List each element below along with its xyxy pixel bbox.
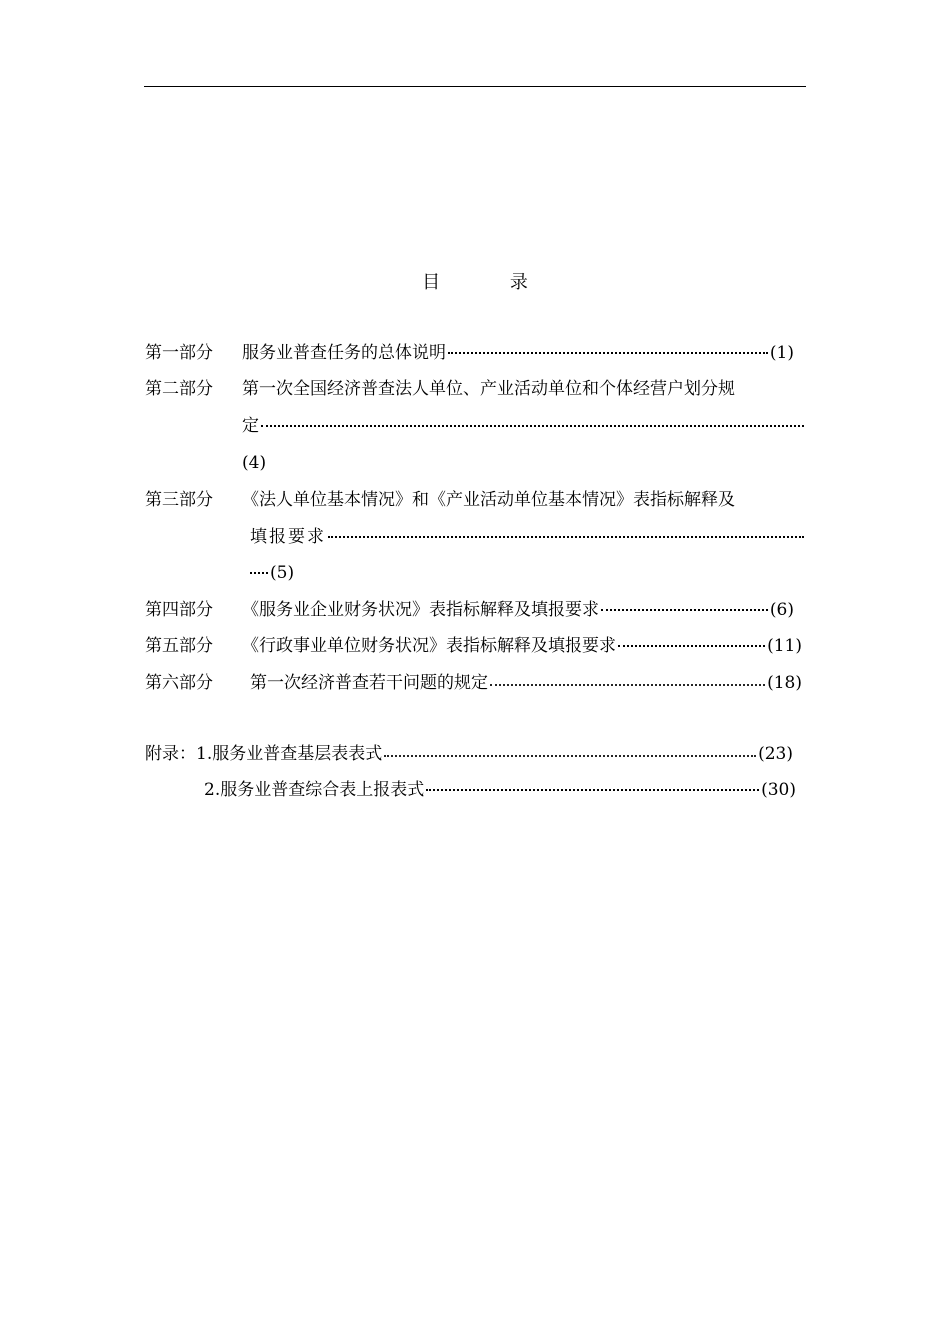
dot-leader xyxy=(261,419,804,431)
toc-entry-text: 第一次经济普查若干问题的规定 xyxy=(250,673,488,693)
page-number: (30) xyxy=(761,780,796,800)
toc-entry-text: 定 xyxy=(242,416,259,436)
toc-entry-3-line1[interactable] xyxy=(242,489,735,511)
appendix-entry-2[interactable] xyxy=(204,779,796,801)
dot-leader xyxy=(618,639,765,651)
dot-leader xyxy=(250,566,268,578)
page-number: (4) xyxy=(242,453,267,473)
page-number: (18) xyxy=(767,673,802,693)
toc-entry-4[interactable] xyxy=(242,599,794,621)
toc-entry-2-line2[interactable] xyxy=(242,415,806,437)
part-label-4: 第四部分 xyxy=(145,600,213,620)
dot-leader xyxy=(448,346,768,358)
dot-leader xyxy=(384,747,756,759)
toc-entry-2-line1[interactable] xyxy=(242,378,735,400)
header-rule xyxy=(144,86,806,87)
appendix-prefix: 附录： xyxy=(145,744,196,764)
toc-entry-2-line3[interactable] xyxy=(242,452,266,474)
toc-entry-6[interactable] xyxy=(250,672,802,694)
dot-leader xyxy=(490,676,765,688)
toc-entry-text: 1.服务业普查基层表表式 xyxy=(196,744,383,764)
toc-entry-text: 服务业普查任务的总体说明 xyxy=(242,343,446,363)
page-number: (6) xyxy=(769,600,794,620)
dot-leader xyxy=(328,530,804,542)
toc-title: 目 录 xyxy=(422,272,560,293)
part-label-6: 第六部分 xyxy=(145,673,213,693)
part-label-1: 第一部分 xyxy=(145,343,213,363)
toc-entry-3-line3[interactable] xyxy=(250,562,294,584)
toc-entry-3-line2[interactable] xyxy=(250,526,806,548)
page-number: (1) xyxy=(769,343,794,363)
toc-entry-1[interactable] xyxy=(242,342,794,364)
appendix-entry-1[interactable] xyxy=(145,743,793,765)
toc-entry-text: 《法人单位基本情况》和《产业活动单位基本情况》表指标解释及 xyxy=(242,490,735,510)
part-label-2: 第二部分 xyxy=(145,379,213,399)
toc-entry-5[interactable] xyxy=(242,635,802,657)
toc-entry-text: 《服务业企业财务状况》表指标解释及填报要求 xyxy=(242,600,599,620)
toc-entry-text: 《行政事业单位财务状况》表指标解释及填报要求 xyxy=(242,636,616,656)
toc-entry-text: 第一次全国经济普查法人单位、产业活动单位和个体经营户划分规 xyxy=(242,379,735,399)
dot-leader xyxy=(601,603,768,615)
part-label-3: 第三部分 xyxy=(145,490,213,510)
toc-entry-text: 2.服务业普查综合表上报表式 xyxy=(204,780,425,800)
page-number: (5) xyxy=(270,563,295,583)
toc-entry-text: 填报要求 xyxy=(250,527,326,547)
page-number: (11) xyxy=(767,636,802,656)
dot-leader xyxy=(426,783,759,795)
page-number: (23) xyxy=(758,744,793,764)
part-label-5: 第五部分 xyxy=(145,636,213,656)
